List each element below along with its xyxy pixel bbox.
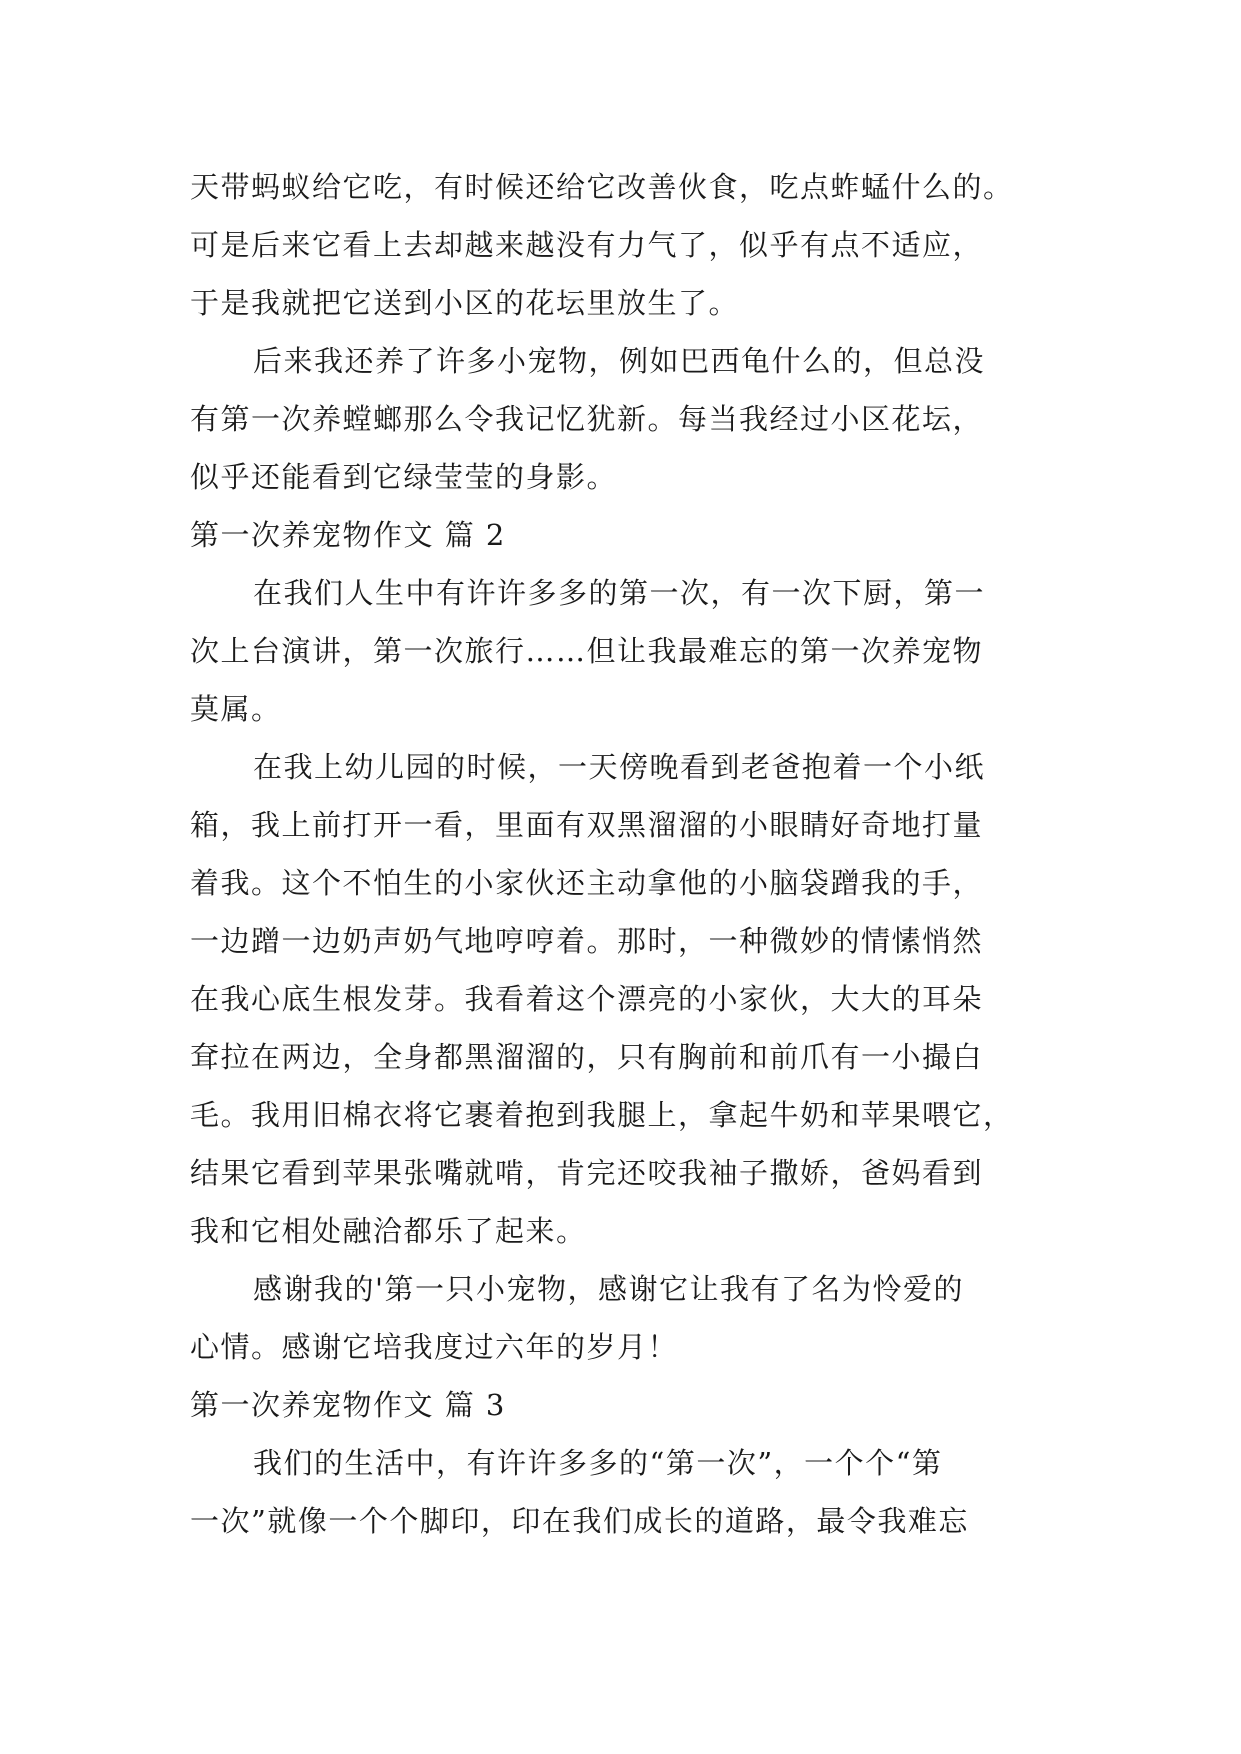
- paragraph: [190, 564, 1070, 738]
- text-line: 耷拉在两边，全身都黑溜溜的，只有胸前和前爪有一小撮白: [190, 1040, 984, 1074]
- text-line: 一次”就像一个个脚印，印在我们成长的道路，最令我难忘: [190, 1504, 969, 1538]
- text-line: 有第一次养螳螂那么令我记忆犹新。每当我经过小区花坛，: [190, 402, 984, 436]
- text-line: 心情。感谢它培我度过六年的岁月！: [190, 1330, 679, 1364]
- text-line: 次上台演讲，第一次旅行……但让我最难忘的第一次养宠物: [190, 634, 984, 668]
- text-line: 似乎还能看到它绿莹莹的身影。: [190, 460, 618, 494]
- text-line: 箱，我上前打开一看，里面有双黑溜溜的小眼睛好奇地打量: [190, 808, 984, 842]
- text-line: 后来我还养了许多小宠物，例如巴西龟什么的，但总没: [253, 344, 986, 378]
- text-line: 莫属。: [190, 692, 282, 726]
- paragraph: [190, 332, 1070, 506]
- paragraph: [190, 158, 1070, 332]
- text-line: 我们的生活中，有许许多多的“第一次”，一个个“第: [253, 1446, 943, 1480]
- text-line: 在我们人生中有许许多多的第一次，有一次下厨，第一: [253, 576, 986, 610]
- text-line: 可是后来它看上去却越来越没有力气了，似乎有点不适应，: [190, 228, 984, 262]
- text-line: 在我心底生根发芽。我看着这个漂亮的小家伙，大大的耳朵: [190, 982, 984, 1016]
- text-line: 于是我就把它送到小区的花坛里放生了。: [190, 286, 740, 320]
- text-line: 结果它看到苹果张嘴就啃，肯完还咬我袖子撒娇，爸妈看到: [190, 1156, 984, 1190]
- paragraph: [190, 1434, 1070, 1550]
- document-page: [190, 158, 1070, 1550]
- text-line: 在我上幼儿园的时候，一天傍晚看到老爸抱着一个小纸: [253, 750, 986, 784]
- paragraph: [190, 1260, 1070, 1376]
- text-line: 感谢我的'第一只小宠物，感谢它让我有了名为怜爱的: [253, 1272, 964, 1306]
- text-line: 毛。我用旧棉衣将它裹着抱到我腿上，拿起牛奶和苹果喂它，: [190, 1098, 1014, 1132]
- section-heading: 第一次养宠物作文 篇 2: [190, 518, 506, 552]
- paragraph: [190, 738, 1070, 1260]
- text-line: 天带蚂蚁给它吃，有时候还给它改善伙食，吃点蚱蜢什么的。: [190, 170, 1014, 204]
- section-heading: 第一次养宠物作文 篇 3: [190, 1388, 506, 1422]
- text-line: 一边蹭一边奶声奶气地哼哼着。那时，一种微妙的情愫悄然: [190, 924, 984, 958]
- text-line: 我和它相处融洽都乐了起来。: [190, 1214, 587, 1248]
- text-line: 着我。这个不怕生的小家伙还主动拿他的小脑袋蹭我的手，: [190, 866, 984, 900]
